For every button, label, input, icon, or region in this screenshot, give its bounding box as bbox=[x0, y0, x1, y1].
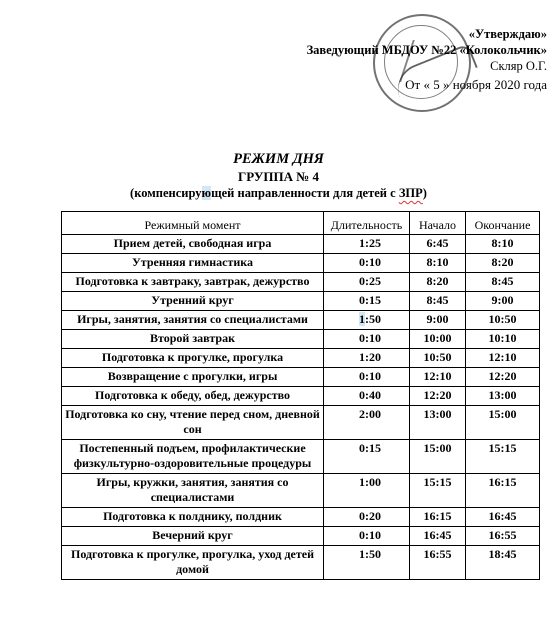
end-time-cell: 12:10 bbox=[466, 349, 540, 368]
text-cursor-highlight: 1 bbox=[359, 312, 365, 326]
start-time-cell: 16:55 bbox=[410, 546, 466, 580]
end-time-cell: 8:20 bbox=[466, 254, 540, 273]
column-header-start: Начало bbox=[410, 212, 466, 235]
end-time-cell: 15:00 bbox=[466, 406, 540, 440]
table-row bbox=[62, 292, 540, 311]
end-time-cell: 16:55 bbox=[466, 527, 540, 546]
table-row bbox=[62, 235, 540, 254]
activity-cell: Игры, кружки, занятия, занятия со специалистами bbox=[62, 474, 324, 508]
start-time-cell: 9:00 bbox=[410, 311, 466, 330]
approval-heading: «Утверждаю» bbox=[468, 27, 547, 41]
table-body bbox=[62, 235, 540, 580]
start-time-cell: 8:20 bbox=[410, 273, 466, 292]
approval-date: От « 5 » ноября 2020 года bbox=[405, 77, 547, 92]
table-row bbox=[62, 273, 540, 292]
activity-cell: Вечерний круг bbox=[62, 527, 324, 546]
end-time-cell: 10:10 bbox=[466, 330, 540, 349]
start-time-cell: 10:00 bbox=[410, 330, 466, 349]
subtitle-spellcheck-word: ЗПР bbox=[398, 186, 423, 200]
column-header-end: Окончание bbox=[466, 212, 540, 235]
end-time-cell: 8:45 bbox=[466, 273, 540, 292]
document-subtitle bbox=[0, 185, 557, 201]
end-time-cell: 9:00 bbox=[466, 292, 540, 311]
end-time-cell: 8:10 bbox=[466, 235, 540, 254]
activity-cell: Подготовка к завтраку, завтрак, дежурство bbox=[62, 273, 324, 292]
end-time-cell: 12:20 bbox=[466, 368, 540, 387]
duration-cell: 0:20 bbox=[324, 508, 410, 527]
group-label: ГРУППА № 4 bbox=[237, 169, 320, 184]
activity-cell: Утренний круг bbox=[62, 292, 324, 311]
activity-cell: Возвращение с прогулки, игры bbox=[62, 368, 324, 387]
table-row bbox=[62, 330, 540, 349]
start-time-cell: 16:45 bbox=[410, 527, 466, 546]
duration-cell: 1:00 bbox=[324, 474, 410, 508]
start-time-cell: 12:20 bbox=[410, 387, 466, 406]
start-time-cell: 10:50 bbox=[410, 349, 466, 368]
subtitle-highlight: ю bbox=[201, 186, 212, 200]
activity-cell: Игры, занятия, занятия со специалистами bbox=[62, 311, 324, 330]
schedule-table bbox=[61, 211, 540, 580]
activity-cell: Второй завтрак bbox=[62, 330, 324, 349]
start-time-cell: 12:10 bbox=[410, 368, 466, 387]
table-row bbox=[62, 508, 540, 527]
subtitle-part: (компенсиру bbox=[130, 186, 202, 200]
table-row bbox=[62, 254, 540, 273]
table-row bbox=[62, 387, 540, 406]
approval-block bbox=[307, 26, 547, 93]
end-time-cell: 10:50 bbox=[466, 311, 540, 330]
table-header-row bbox=[62, 212, 540, 235]
duration-cell: 0:15 bbox=[324, 292, 410, 311]
activity-cell: Подготовка к полднику, полдник bbox=[62, 508, 324, 527]
start-time-cell: 16:15 bbox=[410, 508, 466, 527]
subtitle-part: щей направленности для детей с bbox=[211, 186, 399, 200]
table-row bbox=[62, 368, 540, 387]
duration-cell: 0:25 bbox=[324, 273, 410, 292]
duration-cell: 2:00 bbox=[324, 406, 410, 440]
end-time-cell: 16:15 bbox=[466, 474, 540, 508]
table-row bbox=[62, 349, 540, 368]
approver-name: Скляр О.Г. bbox=[490, 59, 547, 73]
duration-cell: 0:15 bbox=[324, 440, 410, 474]
end-time-cell: 16:45 bbox=[466, 508, 540, 527]
document-title: РЕЖИМ ДНЯ bbox=[233, 151, 324, 167]
activity-cell: Подготовка к обеду, обед, дежурство bbox=[62, 387, 324, 406]
duration-cell: 1:50 bbox=[324, 546, 410, 580]
document-header bbox=[0, 150, 557, 201]
activity-cell: Подготовка к прогулке, прогулка, уход детей домой bbox=[62, 546, 324, 580]
activity-cell: Постепенный подъем, профилактические физкультурно-оздоровительные процедуры bbox=[62, 440, 324, 474]
start-time-cell: 6:45 bbox=[410, 235, 466, 254]
duration-cell: 1:50 bbox=[324, 311, 410, 330]
activity-cell: Подготовка ко сну, чтение перед сном, дневной сон bbox=[62, 406, 324, 440]
column-header-duration: Длительность bbox=[324, 212, 410, 235]
duration-cell: 1:25 bbox=[324, 235, 410, 254]
activity-cell: Подготовка к прогулке, прогулка bbox=[62, 349, 324, 368]
end-time-cell: 18:45 bbox=[466, 546, 540, 580]
end-time-cell: 13:00 bbox=[466, 387, 540, 406]
table-row bbox=[62, 311, 540, 330]
start-time-cell: 15:15 bbox=[410, 474, 466, 508]
table-row bbox=[62, 546, 540, 580]
start-time-cell: 15:00 bbox=[410, 440, 466, 474]
subtitle-part: ) bbox=[422, 186, 427, 200]
column-header-activity: Режимный момент bbox=[62, 212, 324, 235]
duration-cell: 0:10 bbox=[324, 527, 410, 546]
duration-cell: 0:10 bbox=[324, 368, 410, 387]
activity-cell: Утренняя гимнастика bbox=[62, 254, 324, 273]
duration-cell: 1:20 bbox=[324, 349, 410, 368]
activity-cell: Прием детей, свободная игра bbox=[62, 235, 324, 254]
start-time-cell: 13:00 bbox=[410, 406, 466, 440]
duration-cell: 0:10 bbox=[324, 254, 410, 273]
table-row bbox=[62, 527, 540, 546]
table-row bbox=[62, 474, 540, 508]
start-time-cell: 8:10 bbox=[410, 254, 466, 273]
start-time-cell: 8:45 bbox=[410, 292, 466, 311]
end-time-cell: 15:15 bbox=[466, 440, 540, 474]
approver-position: Заведующий МБДОУ №22 «Колокольчик» bbox=[306, 43, 547, 57]
table-row bbox=[62, 406, 540, 440]
table-row bbox=[62, 440, 540, 474]
duration-cell: 0:40 bbox=[324, 387, 410, 406]
duration-cell: 0:10 bbox=[324, 330, 410, 349]
